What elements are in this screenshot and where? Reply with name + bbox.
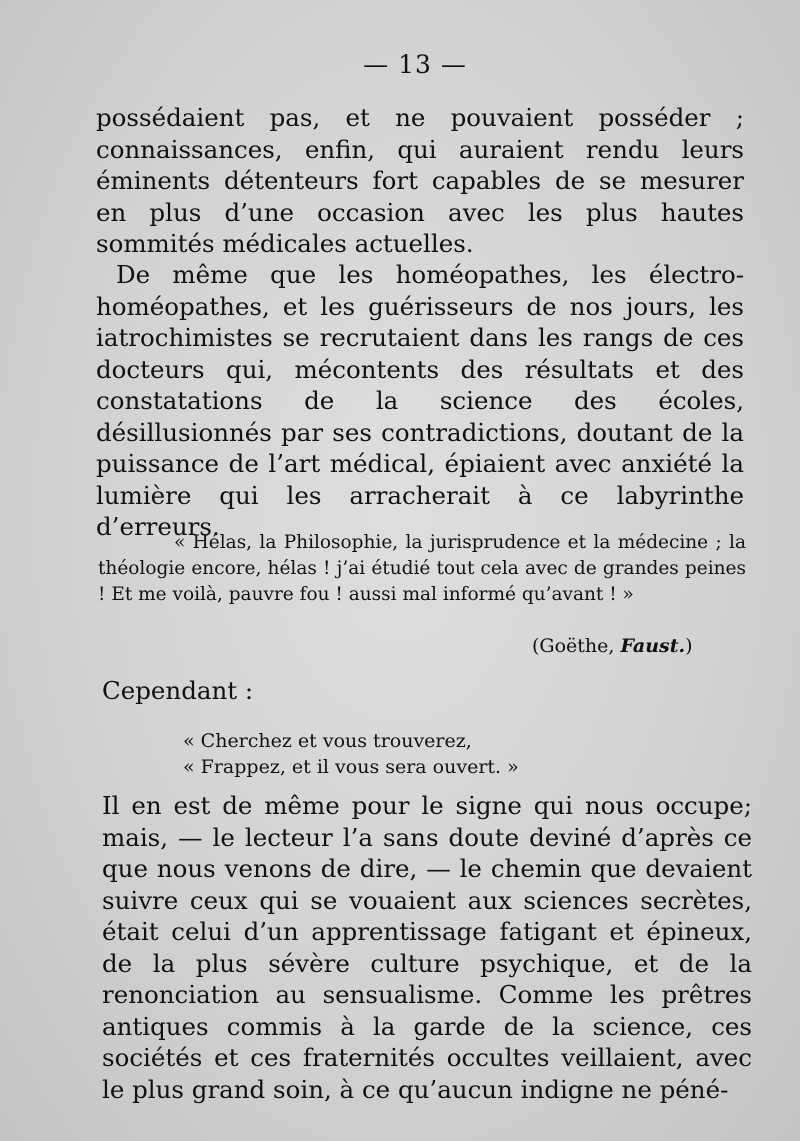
paragraph-block-2 xyxy=(96,259,744,543)
verse-line-1: « Cherchez et vous trouverez, xyxy=(183,730,472,752)
faust-quote: « Hélas, la Philosophie, la jurisprudence et la médecine ; la théologie encore, hélas ! j’ai étudié tout cela avec de grandes peines ! Et me voilà, pauvre fou ! aussi mal informé qu’avant ! » xyxy=(98,532,746,605)
page-number: — 13 — xyxy=(363,50,467,79)
verse xyxy=(183,728,519,780)
quote-source-close: ) xyxy=(685,635,693,657)
paragraph-3: Il en est de même pour le signe qui nous occupe; mais, — le lecteur l’a sans doute deviné d’après ce que nous venons de dire, — le chemin que devaient suivre ceux qui se vouaient aux sciences secrètes, était celui d’un apprentissage fatigant et épineux, de la plus sévère culture psychique, et de la renonciation au sensualisme. Comme les prêtres antiques commis à la garde de la science, ces sociétés et ces fraternités occultes veillaient, avec le plus grand soin, à ce qu’aucun indigne ne péné- xyxy=(102,791,752,1104)
paragraph-2: De même que les homéopathes, les électro-homéopathes, et les guérisseurs de nos jours, les iatrochimistes se recrutaient dans les rangs de ces docteurs qui, mécontents des résultats et des constatations de la science des écoles, désillusionnés par ses contradictions, doutant de la puissance de l’art médical, épiaient avec anxiété la lumière qui les arracherait à ce labyrinthe d’erreurs. xyxy=(96,260,744,541)
section-lead: Cependant : xyxy=(102,676,254,705)
paragraph-block-1 xyxy=(96,102,744,260)
quote-source-work: Faust. xyxy=(620,635,686,657)
paragraph-block-3 xyxy=(102,790,752,1105)
quote-source xyxy=(532,635,693,657)
paragraph-1: possédaient pas, et ne pouvaient posséder ; connaissances, enfin, qui auraient rendu leurs éminents détenteurs fort capables de se mesurer en plus d’une occasion avec les plus hautes sommités médicales actuelles. xyxy=(96,103,744,258)
verse-line-2: « Frappez, et il vous sera ouvert. » xyxy=(183,756,519,778)
quote-source-author: (Goëthe, xyxy=(532,635,621,657)
